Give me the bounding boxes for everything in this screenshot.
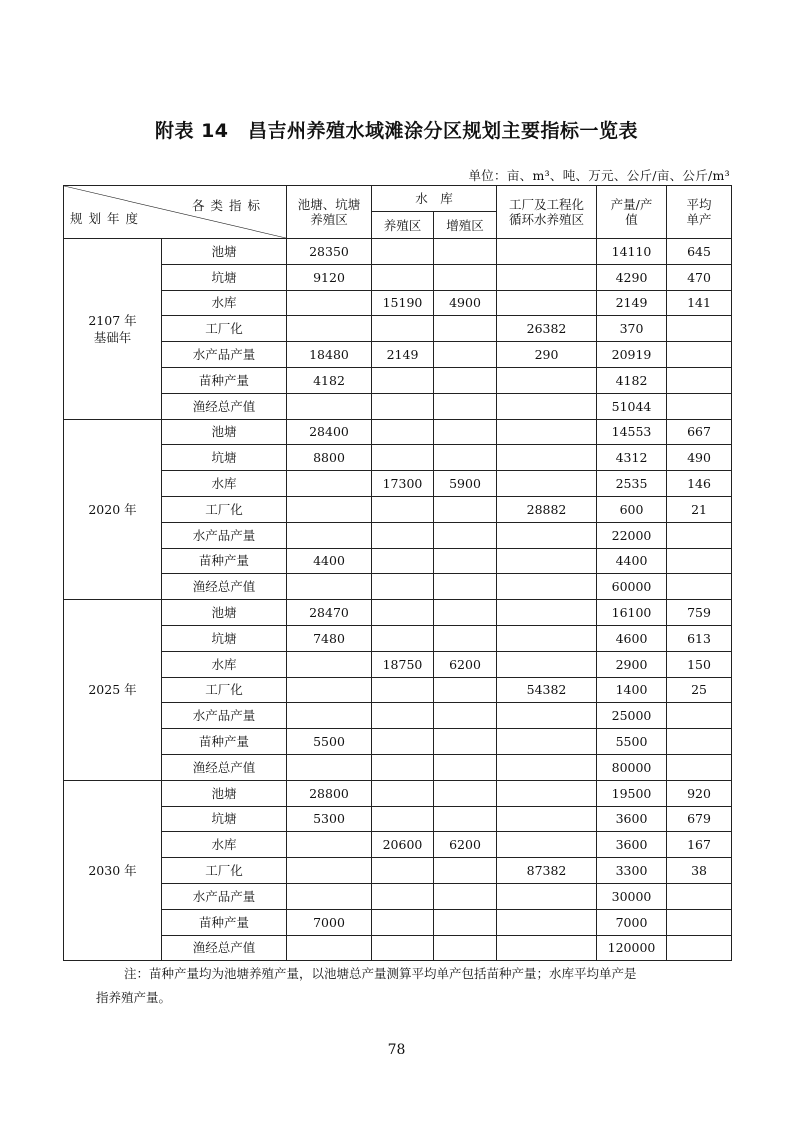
indicator-cell: 水库 [162, 651, 287, 677]
value-cell-res-breed [372, 677, 434, 703]
value-cell-res-stock [434, 574, 497, 600]
year-cell: 2020 年 [64, 419, 162, 600]
value-cell-output: 19500 [597, 780, 667, 806]
value-cell-pond: 28400 [287, 419, 372, 445]
value-cell-res-stock [434, 264, 497, 290]
value-cell-res-breed [372, 754, 434, 780]
value-cell-factory [497, 419, 597, 445]
value-cell-factory [497, 651, 597, 677]
value-cell-factory [497, 832, 597, 858]
indicator-cell: 水库 [162, 290, 287, 316]
value-cell-pond: 28800 [287, 780, 372, 806]
value-cell-avg: 490 [667, 445, 732, 471]
indicator-cell: 水库 [162, 471, 287, 497]
value-cell-pond [287, 522, 372, 548]
value-cell-res-breed [372, 393, 434, 419]
value-cell-res-breed [372, 780, 434, 806]
value-cell-output: 7000 [597, 909, 667, 935]
value-cell-res-breed [372, 239, 434, 265]
value-cell-factory [497, 935, 597, 961]
value-cell-factory [497, 393, 597, 419]
indicator-cell: 工厂化 [162, 677, 287, 703]
value-cell-pond: 28350 [287, 239, 372, 265]
value-cell-res-stock [434, 600, 497, 626]
value-cell-avg [667, 703, 732, 729]
table-row [64, 316, 732, 342]
col-header-reservoir: 水 库 [372, 186, 497, 212]
indicator-cell: 坑塘 [162, 445, 287, 471]
value-cell-pond [287, 858, 372, 884]
table-row [64, 754, 732, 780]
value-cell-avg: 21 [667, 496, 732, 522]
value-cell-avg [667, 883, 732, 909]
value-cell-res-stock: 4900 [434, 290, 497, 316]
value-cell-avg [667, 729, 732, 755]
value-cell-output: 25000 [597, 703, 667, 729]
value-cell-pond: 4400 [287, 548, 372, 574]
table-row [64, 290, 732, 316]
indicator-cell: 苗种产量 [162, 729, 287, 755]
value-cell-res-stock: 6200 [434, 832, 497, 858]
value-cell-pond: 5500 [287, 729, 372, 755]
value-cell-output: 4600 [597, 625, 667, 651]
indicator-cell: 水产品产量 [162, 883, 287, 909]
value-cell-pond [287, 496, 372, 522]
value-cell-res-breed [372, 522, 434, 548]
value-cell-output: 14553 [597, 419, 667, 445]
indicator-cell: 水产品产量 [162, 703, 287, 729]
value-cell-avg [667, 342, 732, 368]
value-cell-res-stock [434, 522, 497, 548]
table-row [64, 651, 732, 677]
table-row [64, 677, 732, 703]
value-cell-res-stock [434, 367, 497, 393]
value-cell-factory [497, 522, 597, 548]
value-cell-res-breed [372, 574, 434, 600]
value-cell-output: 600 [597, 496, 667, 522]
value-cell-output: 2900 [597, 651, 667, 677]
value-cell-avg: 759 [667, 600, 732, 626]
value-cell-avg: 470 [667, 264, 732, 290]
diag-header-indicators: 各类指标 [191, 198, 266, 213]
value-cell-output: 14110 [597, 239, 667, 265]
value-cell-res-stock: 5900 [434, 471, 497, 497]
value-cell-res-stock [434, 858, 497, 884]
value-cell-pond [287, 574, 372, 600]
table-row [64, 935, 732, 961]
year-cell: 2025 年 [64, 600, 162, 781]
value-cell-pond [287, 703, 372, 729]
value-cell-avg [667, 909, 732, 935]
indicator-cell: 工厂化 [162, 496, 287, 522]
value-cell-res-breed [372, 703, 434, 729]
value-cell-res-breed: 18750 [372, 651, 434, 677]
value-cell-avg [667, 548, 732, 574]
value-cell-pond: 7000 [287, 909, 372, 935]
table-row [64, 393, 732, 419]
value-cell-res-stock [434, 780, 497, 806]
value-cell-avg: 667 [667, 419, 732, 445]
page-number: 78 [387, 1042, 406, 1058]
value-cell-avg: 38 [667, 858, 732, 884]
table-row [64, 548, 732, 574]
value-cell-res-stock [434, 677, 497, 703]
value-cell-res-breed [372, 858, 434, 884]
value-cell-factory [497, 703, 597, 729]
value-cell-factory [497, 290, 597, 316]
value-cell-output: 2149 [597, 290, 667, 316]
value-cell-pond [287, 754, 372, 780]
value-cell-res-breed [372, 264, 434, 290]
footnote-line-2: 指养殖产量。 [96, 990, 172, 1005]
value-cell-factory [497, 445, 597, 471]
value-cell-factory [497, 806, 597, 832]
value-cell-res-stock [434, 625, 497, 651]
value-cell-output: 120000 [597, 935, 667, 961]
value-cell-factory [497, 729, 597, 755]
value-cell-output: 22000 [597, 522, 667, 548]
value-cell-factory [497, 574, 597, 600]
table-row [64, 806, 732, 832]
table-row [64, 574, 732, 600]
table-row [64, 367, 732, 393]
value-cell-factory: 28882 [497, 496, 597, 522]
col-header-pond: 池塘、坑塘养殖区 [287, 186, 372, 239]
value-cell-res-breed: 15190 [372, 290, 434, 316]
value-cell-avg: 150 [667, 651, 732, 677]
indicator-cell: 渔经总产值 [162, 935, 287, 961]
table-row [64, 264, 732, 290]
table-row [64, 522, 732, 548]
table-row [64, 471, 732, 497]
indicator-cell: 渔经总产值 [162, 574, 287, 600]
value-cell-res-breed: 20600 [372, 832, 434, 858]
table-row [64, 239, 732, 265]
indicator-cell: 工厂化 [162, 316, 287, 342]
indicator-cell: 渔经总产值 [162, 754, 287, 780]
value-cell-res-breed [372, 729, 434, 755]
table-body [64, 239, 732, 961]
value-cell-res-stock [434, 935, 497, 961]
col-header-output: 产量/产值 [597, 186, 667, 239]
unit-label: 单位：亩、m³、吨、万元、公斤/亩、公斤/m³ [468, 168, 730, 183]
value-cell-res-stock [434, 419, 497, 445]
col-header-avg: 平均单产 [667, 186, 732, 239]
value-cell-res-stock [434, 393, 497, 419]
indicator-cell: 坑塘 [162, 264, 287, 290]
indicator-cell: 渔经总产值 [162, 393, 287, 419]
page-title: 附表 14 昌吉州养殖水域滩涂分区规划主要指标一览表 [154, 120, 639, 142]
value-cell-res-stock [434, 703, 497, 729]
value-cell-avg: 25 [667, 677, 732, 703]
value-cell-output: 5500 [597, 729, 667, 755]
value-cell-output: 4182 [597, 367, 667, 393]
indicator-cell: 坑塘 [162, 625, 287, 651]
value-cell-avg: 679 [667, 806, 732, 832]
value-cell-res-stock: 6200 [434, 651, 497, 677]
value-cell-avg [667, 522, 732, 548]
value-cell-pond [287, 832, 372, 858]
indicator-cell: 池塘 [162, 419, 287, 445]
value-cell-output: 80000 [597, 754, 667, 780]
value-cell-factory [497, 625, 597, 651]
value-cell-res-stock [434, 909, 497, 935]
value-cell-res-stock [434, 548, 497, 574]
footnote-line-1: 注：苗种产量均为池塘养殖产量，以池塘总产量测算平均单产包括苗种产量；水库平均单产是 [124, 966, 637, 981]
value-cell-pond [287, 651, 372, 677]
value-cell-res-stock [434, 239, 497, 265]
value-cell-factory [497, 600, 597, 626]
col-header-reservoir-breeding: 养殖区 [372, 212, 434, 239]
value-cell-output: 3600 [597, 832, 667, 858]
value-cell-res-breed [372, 548, 434, 574]
value-cell-pond: 8800 [287, 445, 372, 471]
indicator-cell: 苗种产量 [162, 367, 287, 393]
value-cell-pond [287, 471, 372, 497]
value-cell-avg: 141 [667, 290, 732, 316]
indicator-table [63, 185, 732, 961]
table-row [64, 625, 732, 651]
value-cell-res-breed [372, 316, 434, 342]
value-cell-factory [497, 471, 597, 497]
value-cell-avg [667, 367, 732, 393]
value-cell-res-stock [434, 496, 497, 522]
value-cell-factory: 54382 [497, 677, 597, 703]
value-cell-output: 1400 [597, 677, 667, 703]
value-cell-output: 60000 [597, 574, 667, 600]
value-cell-pond: 7480 [287, 625, 372, 651]
diagonal-header-cell [64, 186, 287, 239]
value-cell-avg: 613 [667, 625, 732, 651]
value-cell-pond: 9120 [287, 264, 372, 290]
indicator-cell: 坑塘 [162, 806, 287, 832]
diag-header-years: 规划年度 [70, 211, 145, 226]
value-cell-output: 51044 [597, 393, 667, 419]
value-cell-factory: 87382 [497, 858, 597, 884]
value-cell-avg: 167 [667, 832, 732, 858]
indicator-cell: 池塘 [162, 600, 287, 626]
table-row [64, 909, 732, 935]
table-row [64, 600, 732, 626]
value-cell-output: 4312 [597, 445, 667, 471]
indicator-cell: 工厂化 [162, 858, 287, 884]
value-cell-res-breed [372, 419, 434, 445]
indicator-cell: 池塘 [162, 239, 287, 265]
value-cell-pond [287, 393, 372, 419]
value-cell-avg: 146 [667, 471, 732, 497]
value-cell-res-stock [434, 316, 497, 342]
value-cell-res-breed [372, 445, 434, 471]
value-cell-res-breed [372, 883, 434, 909]
value-cell-factory: 26382 [497, 316, 597, 342]
value-cell-factory [497, 239, 597, 265]
value-cell-pond [287, 935, 372, 961]
value-cell-factory [497, 264, 597, 290]
value-cell-pond: 4182 [287, 367, 372, 393]
indicator-cell: 苗种产量 [162, 548, 287, 574]
table-row [64, 342, 732, 368]
value-cell-output: 3600 [597, 806, 667, 832]
indicator-cell: 苗种产量 [162, 909, 287, 935]
indicator-cell: 池塘 [162, 780, 287, 806]
value-cell-output: 4290 [597, 264, 667, 290]
table-row [64, 703, 732, 729]
value-cell-output: 16100 [597, 600, 667, 626]
value-cell-output: 20919 [597, 342, 667, 368]
value-cell-res-breed [372, 625, 434, 651]
value-cell-avg: 645 [667, 239, 732, 265]
value-cell-res-stock [434, 754, 497, 780]
value-cell-res-stock [434, 883, 497, 909]
col-header-reservoir-stocking: 增殖区 [434, 212, 497, 239]
indicator-cell: 水库 [162, 832, 287, 858]
col-header-factory: 工厂及工程化循环水养殖区 [497, 186, 597, 239]
value-cell-pond: 18480 [287, 342, 372, 368]
table-row [64, 419, 732, 445]
value-cell-factory [497, 909, 597, 935]
value-cell-res-breed [372, 496, 434, 522]
value-cell-pond: 28470 [287, 600, 372, 626]
value-cell-res-breed: 17300 [372, 471, 434, 497]
table-row [64, 780, 732, 806]
value-cell-avg [667, 754, 732, 780]
value-cell-output: 370 [597, 316, 667, 342]
value-cell-factory [497, 367, 597, 393]
year-cell: 2030 年 [64, 780, 162, 961]
value-cell-factory [497, 780, 597, 806]
value-cell-res-breed [372, 600, 434, 626]
value-cell-factory: 290 [497, 342, 597, 368]
value-cell-res-breed [372, 367, 434, 393]
value-cell-factory [497, 754, 597, 780]
value-cell-res-breed: 2149 [372, 342, 434, 368]
value-cell-avg [667, 935, 732, 961]
value-cell-pond [287, 316, 372, 342]
value-cell-res-stock [434, 342, 497, 368]
indicator-cell: 水产品产量 [162, 342, 287, 368]
year-cell: 2107 年 基础年 [64, 239, 162, 420]
value-cell-output: 2535 [597, 471, 667, 497]
value-cell-res-breed [372, 935, 434, 961]
value-cell-res-breed [372, 909, 434, 935]
table-row [64, 496, 732, 522]
value-cell-pond [287, 290, 372, 316]
value-cell-avg [667, 316, 732, 342]
table-row [64, 883, 732, 909]
table-row [64, 729, 732, 755]
table-row [64, 832, 732, 858]
value-cell-output: 30000 [597, 883, 667, 909]
value-cell-factory [497, 883, 597, 909]
value-cell-output: 3300 [597, 858, 667, 884]
table-row [64, 445, 732, 471]
footnote [96, 962, 706, 1010]
indicator-cell: 水产品产量 [162, 522, 287, 548]
value-cell-avg [667, 393, 732, 419]
value-cell-res-stock [434, 729, 497, 755]
value-cell-res-breed [372, 806, 434, 832]
value-cell-res-stock [434, 445, 497, 471]
table-row [64, 858, 732, 884]
value-cell-factory [497, 548, 597, 574]
value-cell-output: 4400 [597, 548, 667, 574]
value-cell-res-stock [434, 806, 497, 832]
value-cell-pond [287, 677, 372, 703]
value-cell-pond [287, 883, 372, 909]
value-cell-pond: 5300 [287, 806, 372, 832]
value-cell-avg: 920 [667, 780, 732, 806]
value-cell-avg [667, 574, 732, 600]
